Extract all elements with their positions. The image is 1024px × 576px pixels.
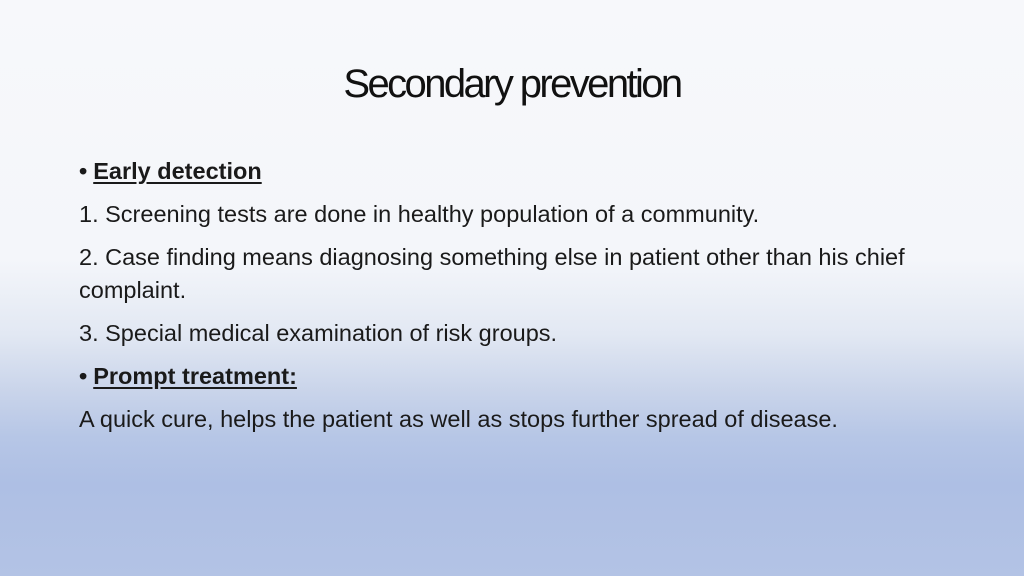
bullet-icon: •	[79, 158, 88, 184]
section-heading-label: Prompt treatment:	[93, 363, 297, 389]
bullet-icon: •	[79, 363, 88, 389]
list-item-special-examination: 3. Special medical examination of risk groups.	[79, 320, 558, 346]
section-heading-label: Early detection	[93, 158, 262, 184]
list-item-quick-cure: A quick cure, helps the patient as well as stops further spread of disease.	[79, 406, 838, 432]
slide-content	[79, 155, 959, 446]
slide-title: Secondary prevention	[343, 62, 681, 106]
section-heading-early-detection	[79, 155, 959, 188]
section-heading-prompt-treatment	[79, 360, 959, 393]
list-item-case-finding: 2. Case finding means diagnosing something else in patient other than his chief complaint.	[79, 244, 905, 303]
list-item-screening-tests: 1. Screening tests are done in healthy population of a community.	[79, 201, 760, 227]
